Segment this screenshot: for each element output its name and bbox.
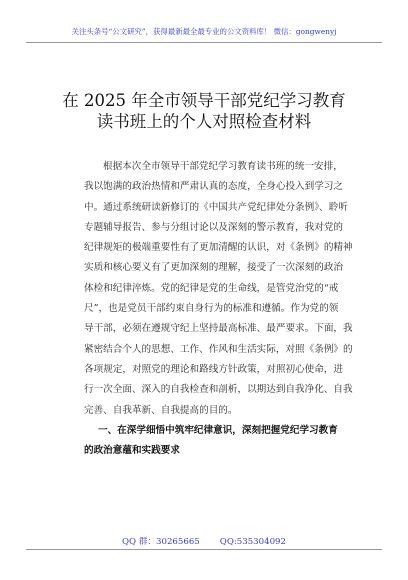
document-body <box>84 157 364 461</box>
header-divider <box>26 42 382 43</box>
footer-contact <box>0 535 408 547</box>
body-line: 实质和核心要义有了更加深刻的理解，接受了一次深刻的政治 <box>84 262 344 274</box>
body-line: 尺”，也是党员干部约束自身行为的标准和遵循。作为党的领 <box>84 303 339 315</box>
body-line: 中。通过系统研读新修订的《中国共产党纪律处分条例》、聆听 <box>84 201 348 213</box>
body-line: 紧密结合个人的思想、工作、作风和生活实际，对照《条例》的 <box>84 343 353 355</box>
body-line: 完善、自我革新、自我提高的目的。 <box>84 404 238 416</box>
body-line: 专题辅导报告、参与分组讨论以及深刻的警示教育，我对党的 <box>84 221 344 233</box>
title-line-1: 在 2025 年全市领导干部党纪学习教育 <box>62 91 346 110</box>
body-line: 导干部，必须在遵规守纪上坚持最高标准、最严要求。下面，我 <box>84 323 353 335</box>
footer-qq-number: QQ:535304092 <box>219 537 286 547</box>
body-line: 各项规定，对照党的理论和路线方针政策，对照初心使命，进 <box>84 363 344 375</box>
header-banner: 关注头条号“公文研究”，获得最新最全最专业的公文资料库！ 微信：gongwenyj <box>71 27 337 36</box>
body-line: 根据本次全市领导干部党纪学习教育读书班的统一安排， <box>103 161 343 172</box>
body-line: 行一次全面、深入的自我检查和剖析，以期达到自我净化、自我 <box>84 384 353 396</box>
document-title <box>20 90 388 132</box>
body-line: 我以饱满的政治热情和严肃认真的态度，全身心投入到学习之 <box>84 181 344 193</box>
body-line: 纪律规矩的极端重要性有了更加清醒的认识，对《条例》的精神 <box>84 242 353 254</box>
footer-divider <box>26 549 382 550</box>
section-heading-line-1: 一、在深学细悟中筑牢纪律意识，深刻把握党纪学习教育 <box>98 424 338 436</box>
title-line-2: 读书班上的个人对照检查材料 <box>96 112 312 131</box>
footer-qq-group: QQ 群：30265665 <box>122 537 200 547</box>
body-line: 体检和纪律淬炼。党的纪律是党的生命线，是管党治党的“戒 <box>84 282 339 294</box>
section-heading-line-2: 的政治意蕴和实践要求 <box>84 445 180 457</box>
